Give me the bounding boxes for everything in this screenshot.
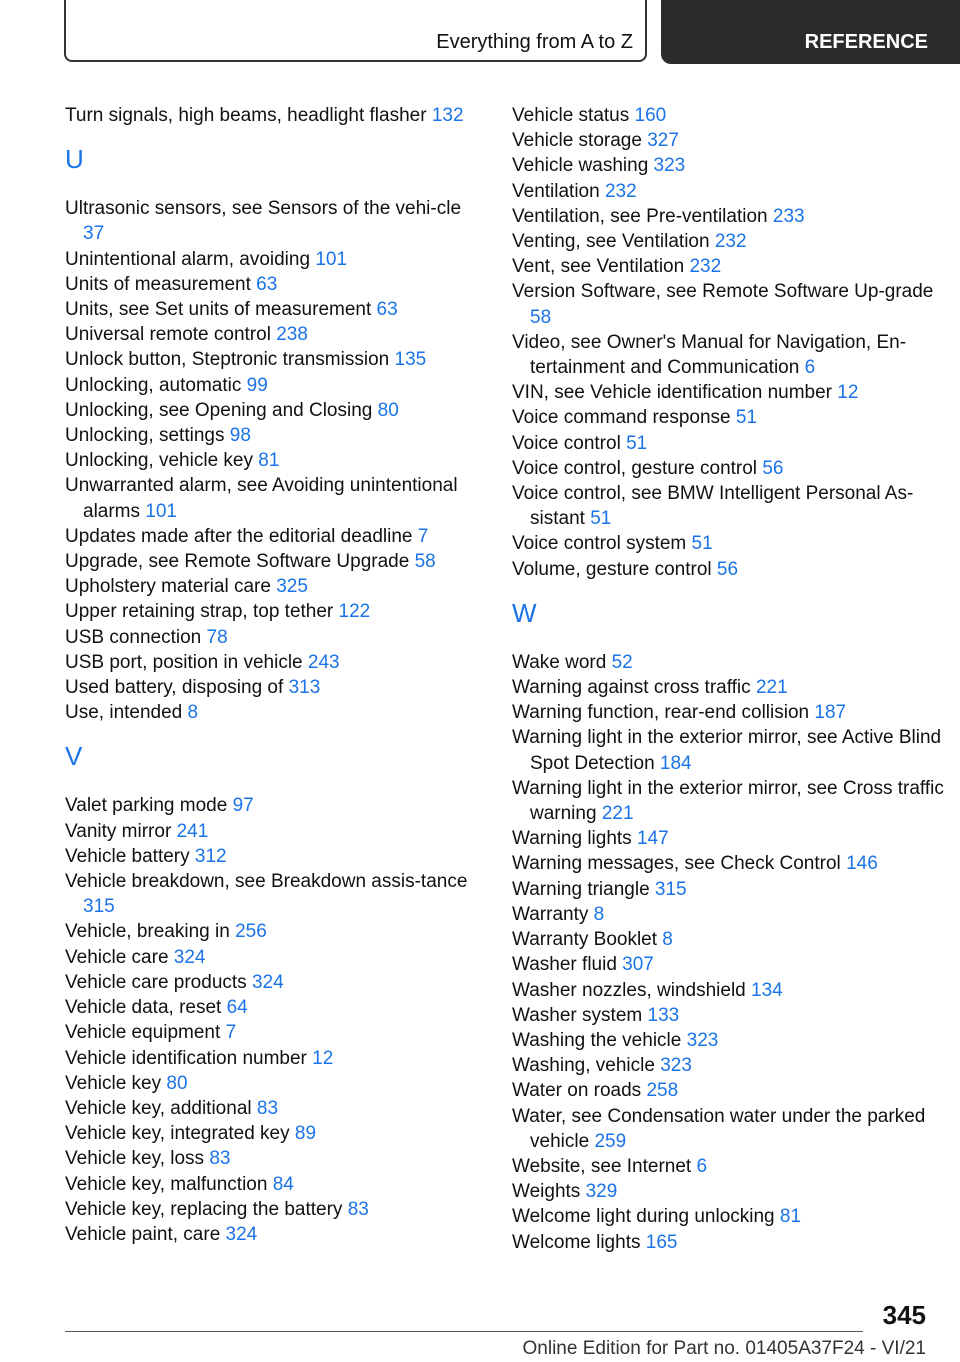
index-entry bbox=[512, 650, 952, 675]
index-entry-text: Vehicle key, replacing the battery bbox=[65, 1198, 343, 1220]
index-entry bbox=[512, 405, 952, 430]
page-reference-link[interactable]: 221 bbox=[601, 803, 634, 825]
page-reference-link[interactable]: 89 bbox=[294, 1123, 317, 1145]
index-entry-text: Warning triangle bbox=[512, 878, 650, 900]
index-entry bbox=[65, 103, 475, 128]
page-reference-link[interactable]: 323 bbox=[686, 1029, 719, 1051]
page-reference-link[interactable]: 134 bbox=[751, 979, 783, 1001]
page-reference-link[interactable]: 8 bbox=[187, 702, 199, 724]
index-entry bbox=[65, 423, 475, 448]
index-entry-text: Vehicle storage bbox=[512, 130, 642, 152]
page-reference-link[interactable]: 324 bbox=[173, 946, 206, 968]
index-entry bbox=[512, 380, 952, 405]
page-reference-link[interactable]: 83 bbox=[347, 1198, 369, 1220]
index-entry-text: Unintentional alarm, avoiding bbox=[65, 248, 311, 270]
page-reference-link[interactable]: 83 bbox=[256, 1097, 279, 1119]
page-reference-link[interactable]: 259 bbox=[594, 1130, 627, 1152]
index-entry bbox=[512, 927, 952, 952]
index-entry bbox=[512, 1230, 952, 1255]
index-entry bbox=[512, 254, 952, 279]
index-entry-text: Vehicle care products bbox=[65, 971, 247, 993]
index-entry-text: Warning light in the exterior mirror, see Active Blind Spot Detection bbox=[512, 727, 942, 774]
index-entry-text: Vehicle washing bbox=[512, 155, 649, 177]
page-reference-link[interactable]: 146 bbox=[846, 853, 878, 875]
page-reference-link[interactable]: 184 bbox=[659, 752, 692, 774]
index-entry-text: Unwarranted alarm, see Avoiding unintentional alarms bbox=[65, 475, 458, 522]
section-title: Everything from A to Z bbox=[436, 31, 633, 53]
index-entry-text: Units of measurement bbox=[65, 273, 251, 295]
page-reference-link[interactable]: 58 bbox=[414, 551, 436, 573]
page-reference-link[interactable]: 6 bbox=[804, 357, 816, 379]
index-entry bbox=[512, 330, 952, 380]
index-entry-text: Warranty Booklet bbox=[512, 929, 658, 951]
index-letter-heading: W bbox=[512, 597, 537, 628]
index-entry bbox=[512, 851, 952, 876]
index-entry bbox=[512, 431, 952, 456]
index-entry bbox=[65, 793, 475, 818]
index-entry bbox=[65, 700, 475, 725]
page-reference-link[interactable]: 12 bbox=[312, 1047, 334, 1069]
page-reference-link[interactable]: 243 bbox=[307, 651, 340, 673]
index-entry bbox=[65, 945, 475, 970]
index-entry bbox=[512, 1104, 952, 1154]
index-entry-text: VIN, see Vehicle identification number bbox=[512, 382, 833, 404]
page-reference-link[interactable]: 160 bbox=[634, 105, 667, 126]
index-column-left bbox=[65, 103, 475, 1247]
index-entry bbox=[512, 128, 952, 153]
index-entry bbox=[512, 103, 952, 128]
index-entry bbox=[65, 524, 475, 549]
index-entry-text: Ultrasonic sensors, see Sensors of the vehi‐cle bbox=[65, 198, 462, 220]
page-reference-link[interactable]: 221 bbox=[755, 677, 788, 699]
page-reference-link[interactable]: 63 bbox=[256, 273, 278, 295]
index-entry bbox=[512, 179, 952, 204]
index-entry bbox=[65, 599, 475, 624]
index-entry-text: Venting, see Ventilation bbox=[512, 231, 710, 253]
index-entry bbox=[65, 549, 475, 574]
index-entry-text: Washer system bbox=[512, 1004, 643, 1026]
index-entry bbox=[512, 153, 952, 178]
header-chapter-tab bbox=[661, 0, 960, 64]
page-reference-link[interactable]: 329 bbox=[585, 1181, 618, 1203]
page-reference-link[interactable]: 132 bbox=[431, 105, 464, 126]
index-entry-text: Vehicle battery bbox=[65, 845, 190, 867]
page-reference-link[interactable]: 58 bbox=[530, 306, 552, 328]
index-entry bbox=[65, 1146, 475, 1171]
index-entry-text: Warning lights bbox=[512, 828, 632, 850]
index-entry bbox=[512, 229, 952, 254]
index-entry bbox=[512, 1028, 952, 1053]
index-entry-text: Upholstery material care bbox=[65, 576, 271, 598]
page-reference-link[interactable]: 8 bbox=[593, 903, 605, 925]
index-entry bbox=[65, 869, 475, 919]
index-entry bbox=[512, 1003, 952, 1028]
page-reference-link[interactable]: 63 bbox=[376, 299, 398, 321]
page-reference-link[interactable]: 52 bbox=[611, 651, 633, 673]
index-entry-text: Unlocking, automatic bbox=[65, 374, 242, 396]
index-entry-text: Version Software, see Remote Software Up‐grade bbox=[512, 281, 934, 303]
index-entry-text: Vehicle equipment bbox=[65, 1022, 221, 1044]
index-entry-text: Ventilation, see Pre-ventilation bbox=[512, 205, 768, 227]
index-entry bbox=[65, 473, 475, 523]
page-reference-link[interactable]: 7 bbox=[417, 525, 429, 547]
page-reference-link[interactable]: 78 bbox=[206, 626, 228, 648]
index-entry-text: Unlocking, vehicle key bbox=[65, 450, 253, 472]
index-entry-text: Vehicle breakdown, see Breakdown assis‐tance bbox=[65, 871, 468, 893]
page-reference-link[interactable]: 233 bbox=[772, 205, 805, 227]
index-entry-text: Voice control bbox=[512, 432, 621, 454]
index-entry bbox=[512, 826, 952, 851]
page-number: 345 bbox=[882, 1300, 926, 1330]
index-entry-text: Upgrade, see Remote Software Upgrade bbox=[65, 551, 410, 573]
index-entry bbox=[65, 995, 475, 1020]
index-entry bbox=[512, 1154, 952, 1179]
index-entry bbox=[65, 919, 475, 944]
page-reference-link[interactable]: 80 bbox=[166, 1072, 188, 1094]
index-entry-text: Warning messages, see Check Control bbox=[512, 853, 841, 875]
index-entry bbox=[65, 675, 475, 700]
index-entry bbox=[512, 675, 952, 700]
index-entry-text: Water, see Condensation water under the parked vehicle bbox=[512, 1105, 926, 1152]
index-entry-text: Warning function, rear-end collision bbox=[512, 702, 810, 724]
index-letter-heading: V bbox=[65, 741, 83, 772]
page-reference-link[interactable]: 51 bbox=[735, 407, 758, 429]
page-reference-link[interactable]: 64 bbox=[226, 997, 248, 1019]
page-reference-link[interactable]: 98 bbox=[229, 425, 251, 447]
footer-divider bbox=[65, 1331, 863, 1332]
page-reference-link[interactable]: 258 bbox=[646, 1080, 679, 1102]
index-entry bbox=[512, 1053, 952, 1078]
index-entry-text: Use, intended bbox=[65, 702, 183, 724]
index-entry bbox=[512, 700, 952, 725]
page-reference-link[interactable]: 232 bbox=[604, 180, 637, 202]
index-entry-text: Website, see Internet bbox=[512, 1155, 692, 1177]
page-reference-link[interactable]: 315 bbox=[83, 896, 115, 918]
index-entry-text: Vehicle, breaking in bbox=[65, 921, 230, 943]
page-reference-link[interactable]: 8 bbox=[662, 929, 673, 951]
index-entry-text: Vehicle key, loss bbox=[65, 1148, 205, 1170]
page-reference-link[interactable]: 323 bbox=[653, 155, 686, 177]
page-reference-link[interactable]: 325 bbox=[276, 576, 308, 598]
index-entry bbox=[512, 1204, 952, 1229]
index-entry bbox=[65, 1096, 475, 1121]
page-reference-link[interactable]: 256 bbox=[235, 921, 267, 943]
index-entry-text: Vehicle status bbox=[512, 105, 630, 126]
index-entry-text: Washing the vehicle bbox=[512, 1029, 682, 1051]
index-entry-text: Washer nozzles, windshield bbox=[512, 979, 746, 1001]
page-reference-link[interactable]: 56 bbox=[762, 457, 784, 479]
page-reference-link[interactable]: 51 bbox=[691, 533, 713, 555]
index-entry bbox=[65, 574, 475, 599]
index-entry bbox=[65, 625, 475, 650]
index-entry-text: Video, see Owner's Manual for Navigation, En‐tertainment and Communication bbox=[512, 331, 907, 379]
index-entry-text: Universal remote control bbox=[65, 324, 271, 346]
index-entry-text: Vent, see Ventilation bbox=[512, 256, 685, 278]
index-entry bbox=[65, 347, 475, 372]
index-entry-text: USB port, position in vehicle bbox=[65, 651, 303, 673]
index-entry-text: Ventilation bbox=[512, 180, 600, 202]
page-reference-link[interactable]: 51 bbox=[626, 432, 648, 454]
index-entry-text: Upper retaining strap, top tether bbox=[65, 601, 334, 623]
page-reference-link[interactable]: 324 bbox=[251, 971, 284, 993]
index-entry bbox=[512, 1179, 952, 1204]
index-entry-text: Voice control, see BMW Intelligent Personal As‐sistant bbox=[512, 483, 914, 530]
index-entry-text: Unlocking, see Opening and Closing bbox=[65, 399, 373, 421]
index-entry-text: Voice control, gesture control bbox=[512, 457, 758, 479]
index-entry bbox=[512, 902, 952, 927]
index-entry bbox=[512, 204, 952, 229]
index-entry-text: Turn signals, high beams, headlight flasher bbox=[65, 105, 427, 126]
index-entry-text: Washing, vehicle bbox=[512, 1055, 655, 1077]
index-entry bbox=[65, 322, 475, 347]
index-entry-text: Unlocking, settings bbox=[65, 425, 225, 447]
index-letter-heading: U bbox=[65, 144, 84, 175]
page-reference-link[interactable]: 232 bbox=[714, 231, 747, 253]
page-reference-link[interactable]: 51 bbox=[590, 508, 612, 530]
index-entry bbox=[65, 1071, 475, 1096]
index-entry-text: Weights bbox=[512, 1181, 581, 1203]
page-reference-link[interactable]: 7 bbox=[225, 1022, 237, 1044]
page-reference-link[interactable]: 315 bbox=[654, 878, 687, 900]
index-entry bbox=[65, 650, 475, 675]
index-entry-text: Vehicle paint, care bbox=[65, 1223, 221, 1245]
page-reference-link[interactable]: 12 bbox=[837, 382, 859, 404]
index-entry bbox=[512, 481, 952, 531]
index-entry bbox=[512, 531, 952, 556]
index-entry-text: Used battery, disposing of bbox=[65, 677, 284, 699]
index-entry bbox=[512, 978, 952, 1003]
index-entry bbox=[65, 819, 475, 844]
index-entry-text: Wake word bbox=[512, 651, 607, 673]
page-reference-link[interactable]: 313 bbox=[288, 677, 321, 699]
index-entry-text: Water on roads bbox=[512, 1080, 642, 1102]
index-entry bbox=[65, 1121, 475, 1146]
index-entry-text: Voice command response bbox=[512, 407, 731, 429]
index-entry bbox=[65, 247, 475, 272]
index-entry-text: Welcome lights bbox=[512, 1231, 641, 1253]
page-reference-link[interactable]: 232 bbox=[689, 256, 722, 278]
index-entry bbox=[512, 557, 952, 582]
page-reference-link[interactable]: 312 bbox=[194, 845, 227, 867]
index-entry-text: Vehicle identification number bbox=[65, 1047, 307, 1069]
page-reference-link[interactable]: 81 bbox=[258, 450, 280, 472]
page-reference-link[interactable]: 101 bbox=[145, 500, 177, 522]
index-entry bbox=[65, 272, 475, 297]
page-reference-link[interactable]: 97 bbox=[232, 795, 254, 817]
index-column-right bbox=[512, 103, 952, 1255]
page-reference-link[interactable]: 147 bbox=[636, 828, 669, 850]
index-entry-text: Voice control system bbox=[512, 533, 687, 555]
index-entry-text: Valet parking mode bbox=[65, 795, 228, 817]
index-entry-text: Volume, gesture control bbox=[512, 558, 712, 580]
index-entry bbox=[65, 448, 475, 473]
index-entry-text: Welcome light during unlocking bbox=[512, 1206, 775, 1228]
page-reference-link[interactable]: 187 bbox=[814, 702, 847, 724]
index-entry-text: Vehicle key, malfunction bbox=[65, 1173, 268, 1195]
page-reference-link[interactable]: 83 bbox=[209, 1148, 231, 1170]
page-reference-link[interactable]: 56 bbox=[716, 558, 739, 580]
index-entry bbox=[65, 1020, 475, 1045]
index-entry bbox=[65, 1222, 475, 1247]
index-entry bbox=[65, 1197, 475, 1222]
index-entry bbox=[512, 952, 952, 977]
index-entry bbox=[512, 877, 952, 902]
index-entry bbox=[512, 1078, 952, 1103]
chapter-title: REFERENCE bbox=[804, 31, 928, 53]
index-entry-text: Vehicle data, reset bbox=[65, 997, 222, 1019]
page-reference-link[interactable]: 101 bbox=[315, 248, 348, 270]
page-reference-link[interactable]: 99 bbox=[246, 374, 268, 396]
index-entry-text: Units, see Set units of measurement bbox=[65, 299, 372, 321]
page-reference-link[interactable]: 122 bbox=[338, 601, 371, 623]
index-entry bbox=[65, 970, 475, 995]
index-entry-text: USB connection bbox=[65, 626, 202, 648]
header-section-title bbox=[64, 0, 647, 62]
page-reference-link[interactable]: 6 bbox=[696, 1155, 708, 1177]
index-entry bbox=[65, 398, 475, 423]
index-entry-text: Vanity mirror bbox=[65, 820, 172, 842]
page-reference-link[interactable]: 133 bbox=[647, 1004, 680, 1026]
footer-edition: Online Edition for Part no. 01405A37F24 - VI/21 bbox=[522, 1338, 926, 1359]
index-entry-text: Warning light in the exterior mirror, see Cross traffic warning bbox=[512, 777, 944, 825]
index-entry bbox=[512, 725, 952, 775]
index-entry bbox=[65, 196, 475, 246]
index-entry-text: Vehicle key, additional bbox=[65, 1097, 252, 1119]
page-reference-link[interactable]: 80 bbox=[377, 399, 399, 421]
page-reference-link[interactable]: 165 bbox=[645, 1231, 678, 1253]
index-entry-text: Updates made after the editorial deadline bbox=[65, 525, 413, 547]
page-reference-link[interactable]: 241 bbox=[176, 820, 209, 842]
index-entry-text: Washer fluid bbox=[512, 954, 617, 976]
page-reference-link[interactable]: 37 bbox=[83, 223, 105, 245]
index-entry bbox=[65, 297, 475, 322]
index-entry bbox=[65, 1046, 475, 1071]
page-reference-link[interactable]: 238 bbox=[276, 324, 308, 346]
index-entry-text: Unlock button, Steptronic transmission bbox=[65, 349, 390, 371]
index-entry-text: Vehicle key bbox=[65, 1072, 162, 1094]
index-entry-text: Vehicle care bbox=[65, 946, 169, 968]
page-reference-link[interactable]: 323 bbox=[660, 1055, 692, 1077]
index-entry-text: Warranty bbox=[512, 903, 589, 925]
page-reference-link[interactable]: 324 bbox=[225, 1223, 258, 1245]
index-entry bbox=[65, 844, 475, 869]
page-reference-link[interactable]: 81 bbox=[779, 1206, 802, 1228]
index-entry-text: Warning against cross traffic bbox=[512, 677, 751, 699]
index-entry bbox=[65, 373, 475, 398]
page-reference-link[interactable]: 84 bbox=[272, 1173, 294, 1195]
index-entry-text: Vehicle key, integrated key bbox=[65, 1123, 290, 1145]
index-entry bbox=[512, 279, 952, 329]
page-reference-link[interactable]: 135 bbox=[394, 349, 427, 371]
page-reference-link[interactable]: 307 bbox=[622, 954, 654, 976]
index-entry bbox=[65, 1172, 475, 1197]
index-entry bbox=[512, 776, 952, 826]
index-entry bbox=[512, 456, 952, 481]
page-reference-link[interactable]: 327 bbox=[647, 130, 679, 152]
